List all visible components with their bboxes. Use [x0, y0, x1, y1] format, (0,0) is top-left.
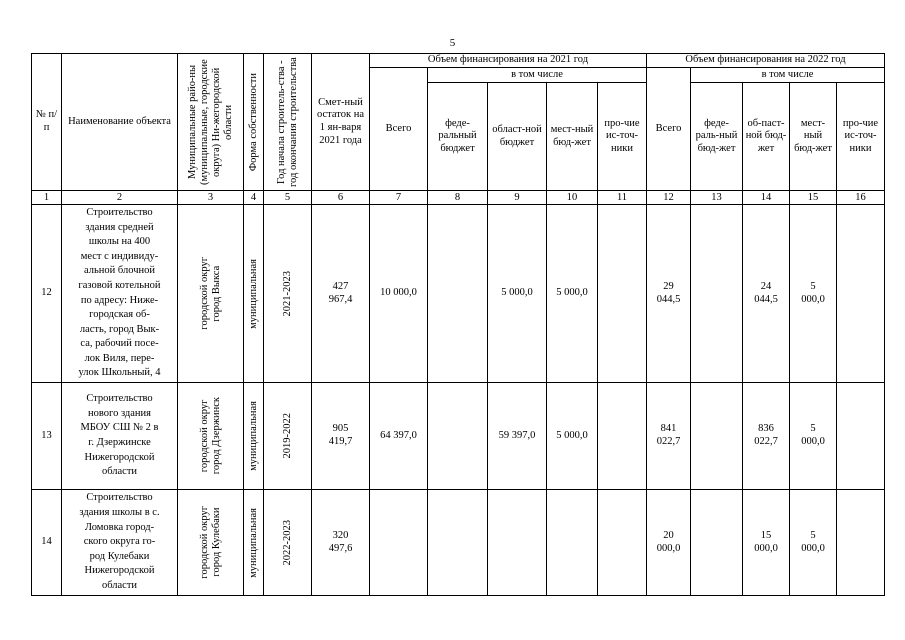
cell-line: 5 [810, 280, 816, 292]
cell-line: области [101, 466, 138, 478]
header-total-2022: Всего [647, 68, 691, 191]
table-row [32, 205, 885, 383]
column-index-cell: 5 [264, 191, 312, 205]
cell-line: 000,0 [656, 542, 681, 554]
years-text: 2021-2023 [281, 270, 293, 317]
header-other-2022: про-чие ис-точ-ники [837, 83, 885, 191]
object-name [62, 383, 178, 490]
cell-line: 967,4 [328, 293, 353, 305]
column-index-cell: 3 [178, 191, 244, 205]
regional-2022 [743, 205, 790, 383]
cell-line: городская об- [89, 309, 150, 321]
years-text: 2022-2023 [281, 519, 293, 566]
header-local-2021: мест-ный бюд-жет [547, 83, 598, 191]
cell-line: город Выкса [210, 265, 222, 322]
federal-2022 [691, 383, 743, 490]
cell-line: город Дзержинск [210, 397, 222, 475]
cell-line: 497,6 [328, 542, 353, 554]
header-including-2022: в том числе [691, 68, 885, 83]
cell-line: городской округ [198, 399, 210, 473]
cell-line: 24 [760, 280, 772, 292]
object-name [62, 205, 178, 383]
cell-line: са, рабочий посе- [80, 338, 159, 350]
row-number: 14 [32, 490, 62, 596]
regional-2022 [743, 383, 790, 490]
cell-line: нового здания [88, 407, 151, 419]
cell-line: 5 [810, 423, 816, 435]
federal-2021 [428, 383, 488, 490]
cell-line: 000,0 [801, 293, 825, 305]
other-2021 [598, 383, 647, 490]
header-federal-2021: феде-ральный бюджет [428, 83, 488, 191]
cell-line: мест с индивиду- [80, 250, 159, 262]
cell-line: альной блочной [84, 265, 155, 277]
other-2021 [598, 205, 647, 383]
column-index-cell: 9 [488, 191, 547, 205]
municipality [178, 490, 244, 596]
cell-line: 044,5 [754, 293, 778, 305]
header-ownership: Форма собственности [244, 54, 264, 191]
construction-years [264, 205, 312, 383]
cell-line: МБОУ СШ № 2 в [80, 422, 159, 434]
other-2022 [837, 490, 885, 596]
local-2021: 5 000,0 [547, 383, 598, 490]
total-2021 [370, 490, 428, 596]
financing-table [31, 53, 885, 596]
cell-line: 29 [663, 280, 674, 292]
header-municipality: Муниципальные райо-ны (муниципальные, городские округа) Ни-жегородской области [178, 54, 244, 191]
cell-line: улок Школьный, 4 [78, 367, 161, 379]
ownership-text: муниципальная [247, 507, 259, 578]
header-fin-2021: Объем финансирования на 2021 год [370, 54, 647, 68]
header-balance: Смет-ный остаток на 1 ян-варя 2021 года [312, 54, 370, 191]
cell-line: 000,0 [801, 436, 825, 447]
estimated-balance [312, 383, 370, 490]
column-index-cell: 15 [790, 191, 837, 205]
column-index-cell: 13 [691, 191, 743, 205]
column-index-cell: 14 [743, 191, 790, 205]
total-2022 [647, 383, 691, 490]
cell-line: 427 [332, 280, 349, 292]
cell-line: Ломовка город- [84, 521, 155, 533]
cell-line: по адресу: Ниже- [80, 294, 159, 306]
header-num: № п/п [32, 54, 62, 191]
header-including-2021: в том числе [428, 68, 647, 83]
column-index-cell: 4 [244, 191, 264, 205]
cell-line: газовой котельной [78, 279, 161, 291]
regional-2021: 59 397,0 [488, 383, 547, 490]
total-2021: 10 000,0 [370, 205, 428, 383]
years-text: 2019-2022 [281, 413, 293, 459]
header-other-2021: про-чие ис-точ-ники [598, 83, 647, 191]
cell-line: области [101, 579, 138, 591]
cell-line: Нижегородской [84, 451, 155, 463]
ownership-form [244, 383, 264, 490]
column-index-cell: 10 [547, 191, 598, 205]
cell-line: ласть, город Вык- [79, 323, 160, 335]
cell-line: 022,7 [754, 436, 778, 447]
regional-2022 [743, 490, 790, 596]
header-federal-2022: феде-раль-ный бюд-жет [691, 83, 743, 191]
ownership-text: муниципальная [247, 258, 259, 329]
header-local-2022: мест-ный бюд-жет [790, 83, 837, 191]
cell-line: 20 [663, 529, 674, 541]
row-number: 12 [32, 205, 62, 383]
ownership-form [244, 205, 264, 383]
header-regional-2022: об-паст-ной бюд-жет [743, 83, 790, 191]
estimated-balance [312, 205, 370, 383]
federal-2022 [691, 490, 743, 596]
cell-line: 841 [660, 423, 677, 435]
regional-2021 [488, 490, 547, 596]
cell-line: 905 [332, 423, 349, 435]
cell-line: 836 [758, 423, 774, 435]
local-2021 [547, 490, 598, 596]
cell-line: Строительство [86, 206, 153, 218]
cell-line: Строительство [86, 393, 153, 405]
municipality [178, 383, 244, 490]
cell-line: Нижегородской [84, 565, 155, 577]
local-2021: 5 000,0 [547, 205, 598, 383]
federal-2021 [428, 205, 488, 383]
ownership-form [244, 490, 264, 596]
other-2021 [598, 490, 647, 596]
column-index-cell: 16 [837, 191, 885, 205]
cell-line: здания школы в с. [79, 507, 160, 519]
column-index-cell: 6 [312, 191, 370, 205]
local-2022 [790, 205, 837, 383]
header-name: Наименование объекта [62, 54, 178, 191]
cell-line: ского округа го- [83, 536, 156, 548]
header-total-2021: Всего [370, 68, 428, 191]
municipality [178, 205, 244, 383]
cell-line: школы на 400 [88, 236, 151, 248]
cell-line: здания средней [85, 221, 154, 233]
header-years: Год начала строитель-ства - год окончания строительства [264, 54, 312, 191]
cell-line: 022,7 [656, 436, 681, 447]
cell-line: 5 [810, 529, 816, 541]
total-2022 [647, 205, 691, 383]
cell-line: городской округ [198, 506, 210, 579]
estimated-balance [312, 490, 370, 596]
cell-line: 419,7 [328, 436, 353, 447]
cell-line: 044,5 [656, 293, 681, 305]
column-index-cell: 7 [370, 191, 428, 205]
cell-line: 320 [332, 529, 349, 541]
cell-line: 000,0 [801, 542, 825, 554]
other-2022 [837, 205, 885, 383]
column-index-cell: 11 [598, 191, 647, 205]
object-name [62, 490, 178, 596]
cell-line: г. Дзержинске [88, 437, 151, 448]
header-fin-2022: Объем финансирования на 2022 год [647, 54, 885, 68]
cell-line: 000,0 [754, 542, 778, 554]
column-index-cell: 2 [62, 191, 178, 205]
column-index-row [32, 191, 885, 205]
cell-line: город Кулебаки [210, 507, 222, 578]
row-number: 13 [32, 383, 62, 490]
column-index-cell: 8 [428, 191, 488, 205]
column-index-cell: 12 [647, 191, 691, 205]
construction-years [264, 490, 312, 596]
table-row [32, 490, 885, 596]
cell-line: 15 [760, 529, 772, 541]
header-regional-2021: област-ной бюджет [488, 83, 547, 191]
total-2022 [647, 490, 691, 596]
column-index-cell: 1 [32, 191, 62, 205]
regional-2021: 5 000,0 [488, 205, 547, 383]
local-2022 [790, 490, 837, 596]
cell-line: городской округ [198, 257, 210, 330]
local-2022 [790, 383, 837, 490]
cell-line: лок Виля, пере- [84, 352, 155, 364]
cell-line: Строительство [86, 492, 153, 504]
ownership-text: муниципальная [247, 401, 259, 471]
page-number: 5 [449, 37, 456, 49]
federal-2022 [691, 205, 743, 383]
other-2022 [837, 383, 885, 490]
cell-line: род Кулебаки [89, 550, 150, 562]
federal-2021 [428, 490, 488, 596]
table-row [32, 383, 885, 490]
total-2021: 64 397,0 [370, 383, 428, 490]
construction-years [264, 383, 312, 490]
